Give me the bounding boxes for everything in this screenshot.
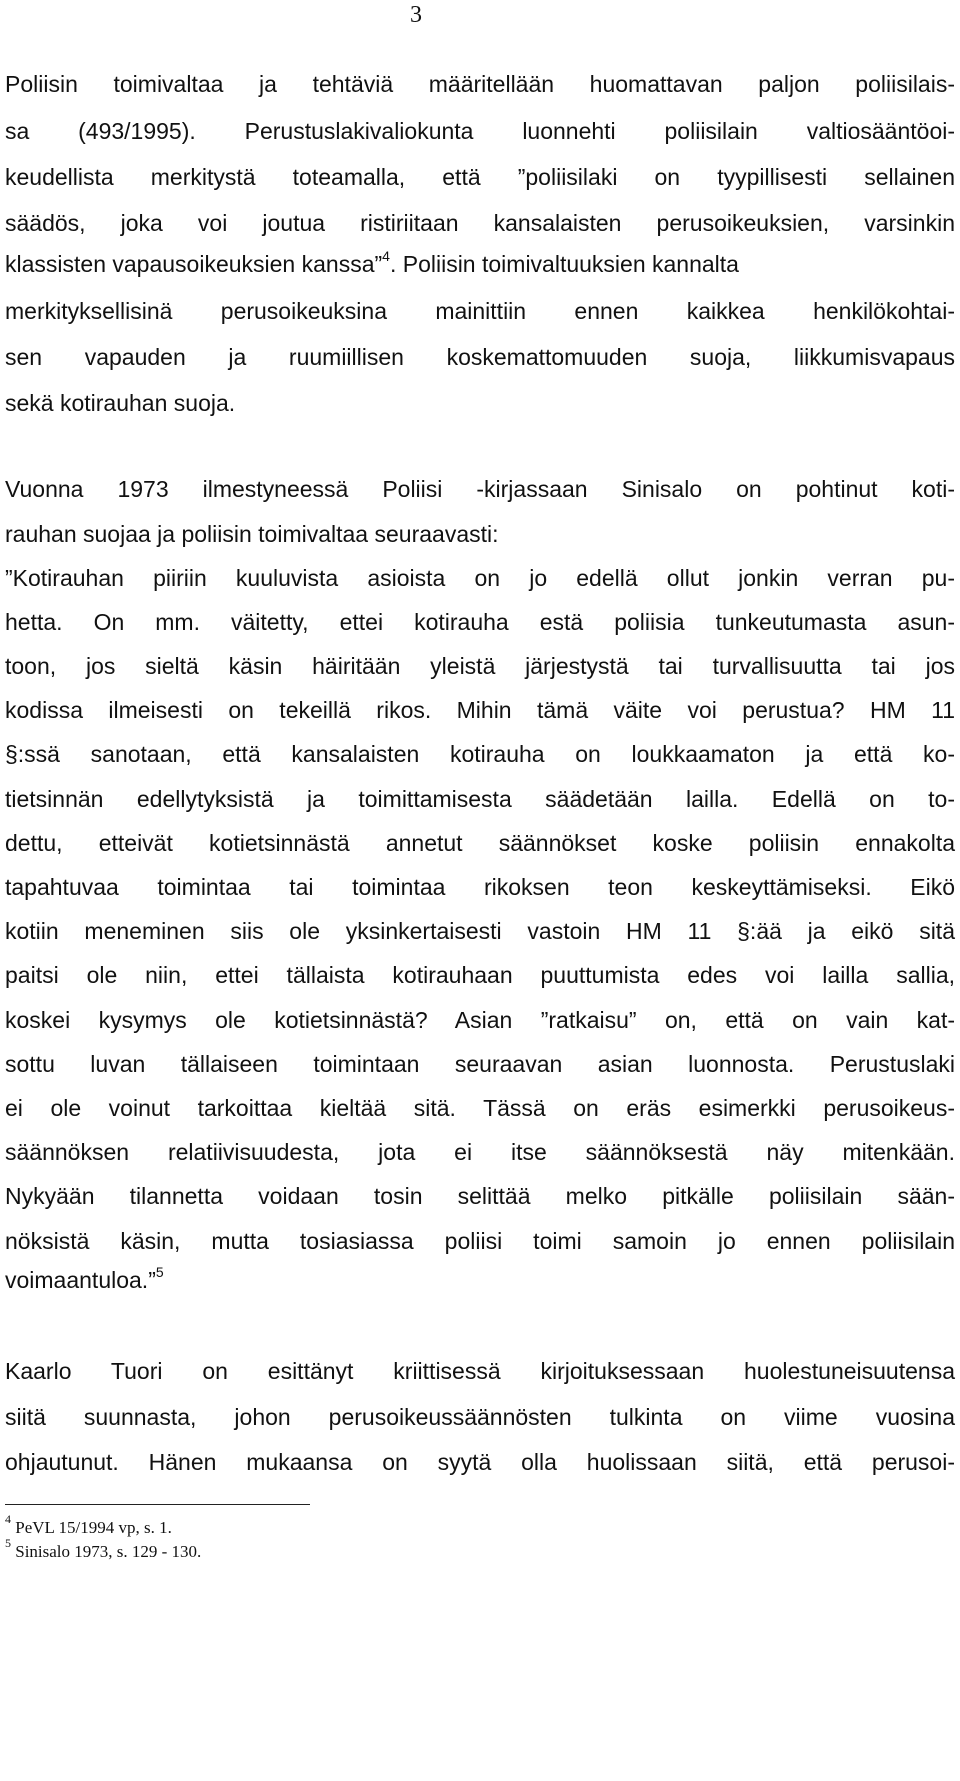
text-line: sottu luvan tällaiseen toimintaan seuraavan asian luonnosta. Perustuslaki [5,1051,955,1077]
page-number: 3 [410,2,422,28]
text-line: kotiin meneminen siis ole yksinkertaisesti vastoin HM 11 §:ää ja eikö sitä [5,918,955,944]
text-line: sa (493/1995). Perustuslakivaliokunta luonnehti poliisilain valtiosääntöoi- [5,118,955,144]
text-line: säädös, joka voi joutua ristiriitaan kansalaisten perusoikeuksien, varsinkin [5,210,955,236]
footnote-number: 5 [5,1536,11,1551]
text-line-with-footnote [5,250,955,280]
footnote-text: Sinisalo 1973, s. 129 - 130. [15,1542,202,1561]
text-line: ”Kotirauhan piiriin kuuluvista asioista on jo edellä ollut jonkin verran pu- [5,565,955,591]
text-line: paitsi ole niin, ettei tällaista kotirauhaan puuttumista edes voi lailla sallia, [5,962,955,988]
text-line: rauhan suojaa ja poliisin toimivaltaa seuraavasti: [5,521,499,547]
text-line: Nykyään tilannetta voidaan tosin selittää melko pitkälle poliisilain sään- [5,1183,955,1209]
footnote-4 [5,1512,172,1538]
footnote-number: 4 [5,1512,11,1527]
text-line: §:ssä sanotaan, että kansalaisten kotirauha on loukkaamaton ja että ko- [5,741,955,767]
text-segment: voimaantuloa.” [5,1267,156,1293]
footnote-ref-4: 4 [382,248,390,265]
text-line: Vuonna 1973 ilmestyneessä Poliisi -kirjassaan Sinisalo on pohtinut koti- [5,476,955,502]
text-line: sekä kotirauhan suoja. [5,390,236,416]
text-line: sen vapauden ja ruumiillisen koskemattomuuden suoja, liikkumisvapaus [5,344,955,370]
text-line: tapahtuvaa toimintaa tai toimintaa rikoksen teon keskeyttämiseksi. Eikö [5,874,955,900]
footnote-separator [5,1504,310,1505]
text-line: kodissa ilmeisesti on tekeillä rikos. Mihin tämä väite voi perustua? HM 11 [5,697,955,723]
footnote-text: PeVL 15/1994 vp, s. 1. [15,1518,172,1537]
text-line: merkityksellisinä perusoikeuksina mainittiin ennen kaikkea henkilökohtai- [5,298,955,324]
text-line: Poliisin toimivaltaa ja tehtäviä määritellään huomattavan paljon poliisilais- [5,71,955,97]
text-segment: klassisten vapausoikeuksien kanssa” [5,251,383,277]
text-line: koskei kysymys ole kotietsinnästä? Asian ”ratkaisu” on, että on vain kat- [5,1007,955,1033]
footnote-ref-5: 5 [155,1264,164,1281]
text-line: ohjautunut. Hänen mukaansa on syytä olla huolissaan siitä, että perusoi- [5,1449,955,1475]
text-line: toon, jos sieltä käsin häiritään yleistä järjestystä tai turvallisuutta tai jos [5,653,955,679]
text-line: tietsinnän edellytyksistä ja toimittamisesta säädetään lailla. Edellä on to- [5,786,955,812]
text-line: nöksistä käsin, mutta tosiasiassa poliisi toimi samoin jo ennen poliisilain [5,1228,955,1254]
text-line: keudellista merkitystä toteamalla, että ”poliisilaki on tyypillisesti sellainen [5,164,955,190]
text-line: siitä suunnasta, johon perusoikeussäännösten tulkinta on viime vuosina [5,1404,955,1430]
text-line: ei ole voinut tarkoittaa kieltää sitä. Tässä on eräs esimerkki perusoikeus- [5,1095,955,1121]
text-line-with-footnote [5,1266,955,1296]
text-line: dettu, etteivät kotietsinnästä annetut säännökset koske poliisin ennakolta [5,830,955,856]
text-line: hetta. On mm. väitetty, ettei kotirauha estä poliisia tunkeutumasta asun- [5,609,955,635]
text-segment: . Poliisin toimivaltuuksien kannalta [389,251,739,277]
text-line: Kaarlo Tuori on esittänyt kriittisessä kirjoituksessaan huolestuneisuutensa [5,1358,955,1384]
footnote-5 [5,1536,202,1562]
text-line: säännöksen relatiivisuudesta, jota ei itse säännöksestä näy mitenkään. [5,1139,955,1165]
